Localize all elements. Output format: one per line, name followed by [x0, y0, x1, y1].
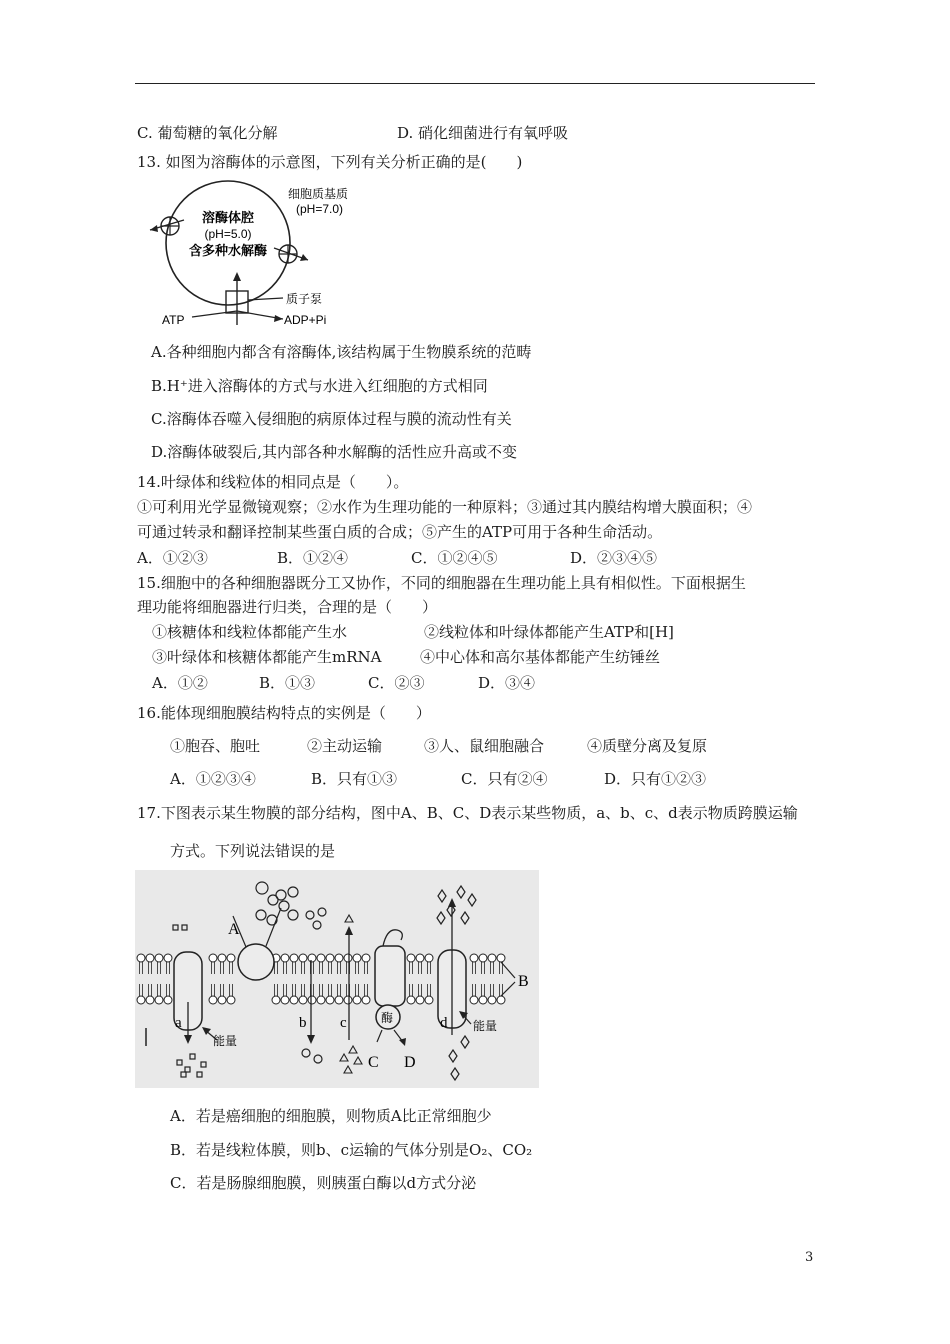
q15-stem-line2: 理功能将细胞器进行归类，合理的是（ ） [137, 598, 438, 616]
q14-option-a: A．①②③ [137, 549, 208, 567]
label-c-upper: C [368, 1054, 379, 1071]
atp-label: ATP [162, 313, 185, 327]
enzyme-label: 含多种水解酶 [188, 243, 268, 258]
q16-option-c: C．只有②④ [461, 770, 548, 788]
label-b-lower: b [299, 1015, 307, 1031]
lumen-label: 溶酶体腔 [201, 210, 255, 225]
q15-option-b: B．①③ [259, 674, 316, 692]
q17-stem-line1: 17.下图表示某生物膜的部分结构，图中A、B、C、D表示某些物质，a、b、c、d表示物质跨膜运输 [137, 804, 798, 822]
q14-items-line2: 可通过转录和翻译控制某些蛋白质的合成；⑤产生的ATP可用于各种生命活动。 [137, 523, 663, 541]
q15-stem-line1: 15.细胞中的各种细胞器既分工又协作，不同的细胞器在生理功能上具有相似性。下面根据生 [137, 574, 746, 592]
q14-option-b: B．①②④ [277, 549, 349, 567]
label-a-upper: A [228, 921, 240, 938]
q16-option-d: D．只有①②③ [604, 770, 707, 788]
q14-option-c: C．①②④⑤ [411, 549, 498, 567]
q16-item-1: ①胞吞、胞吐 [170, 737, 261, 755]
page-number: 3 [805, 1250, 814, 1265]
q14-stem: 14.叶绿体和线粒体的相同点是（ ）。 [137, 473, 409, 491]
q13-option-a: A.各种细胞内都含有溶酶体,该结构属于生物膜系统的范畴 [151, 343, 532, 361]
q12-option-c: C. 葡萄糖的氧化分解 [137, 124, 278, 142]
lysosome-figure [148, 178, 368, 330]
q16-item-3: ③人、鼠细胞融合 [424, 737, 545, 755]
q15-option-a: A．①② [152, 674, 208, 692]
q12-option-d: D. 硝化细菌进行有氧呼吸 [397, 124, 569, 142]
q16-option-a: A．①②③④ [170, 770, 256, 788]
q15-item-1: ①核糖体和线粒体都能产生水 [152, 623, 348, 641]
q13-option-d: D.溶酶体破裂后,其内部各种水解酶的活性应升高或不变 [151, 443, 518, 461]
membrane-transport-figure [135, 870, 539, 1088]
q15-option-c: C．②③ [368, 674, 425, 692]
energy-label-d: 能量 [473, 1019, 498, 1033]
header-rule [135, 83, 815, 84]
cytosol-label: 细胞质基质 [288, 187, 349, 201]
q15-item-3: ③叶绿体和核糖体都能产生mRNA [152, 648, 382, 666]
label-a-lower: a [175, 1015, 182, 1031]
label-d-lower: d [440, 1015, 448, 1031]
cytosol-ph-label: (pH=7.0) [296, 202, 344, 216]
q15-item-2: ②线粒体和叶绿体都能产生ATP和[H] [424, 623, 674, 641]
lumen-ph-label: (pH=5.0) [204, 227, 252, 241]
q14-items-line1: ①可利用光学显微镜观察；②水作为生理功能的一种原料；③通过其内膜结构增大膜面积；④ [137, 498, 753, 516]
proton-pump-label: 质子泵 [286, 292, 323, 306]
label-d-upper: D [404, 1054, 416, 1071]
q13-option-b: B.H⁺进入溶酶体的方式与水进入红细胞的方式相同 [151, 377, 488, 395]
q17-option-c: C．若是肠腺细胞膜，则胰蛋白酶以d方式分泌 [170, 1174, 477, 1192]
q16-item-2: ②主动运输 [307, 737, 383, 755]
q17-stem-line2: 方式。下列说法错误的是 [170, 842, 336, 860]
adp-label: ADP+Pi [284, 313, 327, 327]
q17-option-b: B．若是线粒体膜，则b、c运输的气体分别是O₂、CO₂ [170, 1141, 533, 1159]
label-c-lower: c [340, 1015, 347, 1031]
q14-option-d: D．②③④⑤ [570, 549, 658, 567]
q16-stem: 16.能体现细胞膜结构特点的实例是（ ） [137, 704, 431, 722]
q15-option-d: D．③④ [478, 674, 536, 692]
q16-option-b: B．只有①③ [311, 770, 398, 788]
q13-stem: 13. 如图为溶酶体的示意图，下列有关分析正确的是( ) [137, 153, 523, 171]
q13-option-c: C.溶酶体吞噬入侵细胞的病原体过程与膜的流动性有关 [151, 410, 512, 428]
q15-item-4: ④中心体和高尔基体都能产生纺锤丝 [420, 648, 661, 666]
q17-option-a: A．若是癌细胞的细胞膜，则物质A比正常细胞少 [170, 1107, 492, 1125]
enzyme-label: 酶 [381, 1011, 394, 1025]
q16-item-4: ④质壁分离及复原 [587, 737, 708, 755]
energy-label-a: 能量 [213, 1034, 238, 1048]
label-b-upper: B [518, 973, 529, 990]
